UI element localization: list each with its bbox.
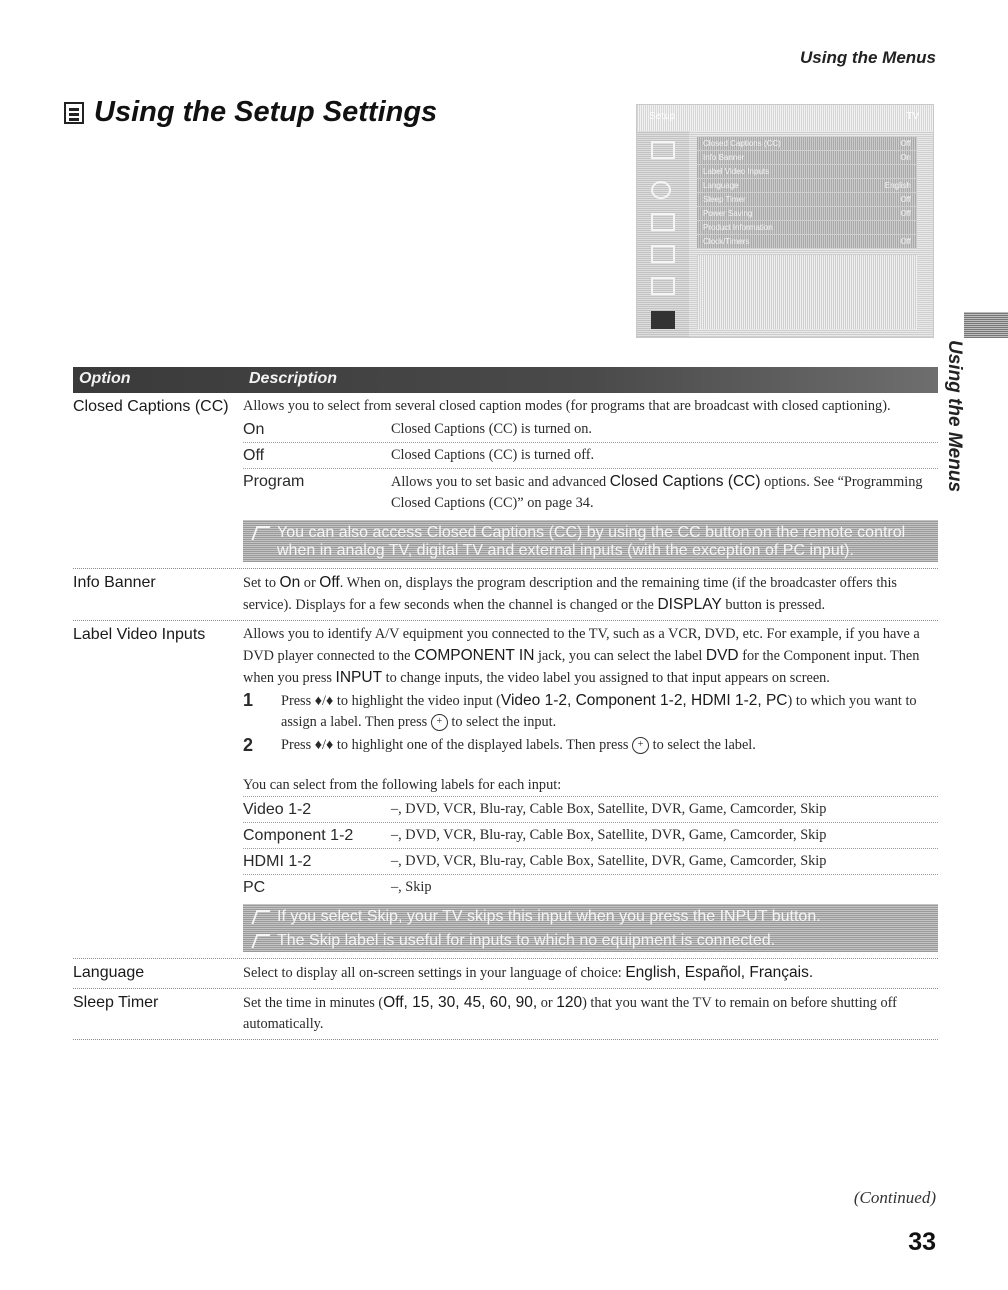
table-row: [73, 569, 938, 621]
table-row: [73, 393, 938, 569]
screen-icon: [651, 213, 675, 231]
running-header: Using the Menus: [799, 48, 936, 67]
picture-icon: [651, 141, 675, 159]
setup-menu-icon: [651, 311, 675, 329]
enter-button-icon: +: [431, 714, 448, 731]
sub-row: Off Closed Captions (CC) is turned off.: [243, 443, 938, 469]
table-row: [73, 959, 938, 989]
table-row: [73, 989, 938, 1040]
option-label: Info Banner: [73, 574, 156, 591]
note-box: The Skip label is useful for inputs to which no equipment is connected.: [243, 928, 938, 952]
menu-tab-tv: TV: [906, 111, 919, 122]
cc-description: Allows you to select from several closed caption modes (for programs that are broadcast with closed captioning).: [243, 398, 891, 414]
page-title-text: Using the Setup Settings: [94, 96, 438, 128]
option-label: Label Video Inputs: [73, 626, 206, 643]
menu-icon-column: [637, 131, 689, 337]
channel-icon: [651, 245, 675, 263]
menu-rows: [697, 137, 917, 249]
note-box: If you select Skip, your TV skips this input when you press the INPUT button.: [243, 904, 938, 928]
step-1: 1 Press ♦/♦ to highlight the video input (Video 1-2, Component 1-2, HDMI 1-2, PC) to which you want to assign a label. Then press + to select the input.: [243, 690, 917, 730]
labels-intro: You can select from the following labels for each input:: [243, 777, 562, 793]
note-icon: [253, 934, 269, 948]
step-2: 2 Press ♦/♦ to highlight one of the displayed labels. Then press + to select the label.: [243, 735, 756, 755]
menu-lower-area: [697, 255, 917, 329]
menu-row: Sleep Timer Off: [697, 193, 917, 206]
menu-row: Label Video Inputs: [697, 165, 917, 178]
side-tab-marker: [964, 312, 1008, 338]
note-icon: [253, 526, 269, 540]
menu-row: Product Information: [697, 221, 917, 234]
sub-row: On Closed Captions (CC) is turned on.: [243, 417, 938, 443]
option-label: Closed Captions (CC): [73, 398, 229, 415]
sub-row: Program Allows you to set basic and advanced Closed Captions (CC) options. See “Programming Closed Captions (CC)” on page 34.: [243, 473, 923, 511]
label-row: Video 1-2 –, DVD, VCR, Blu-ray, Cable Box, Satellite, DVR, Game, Camcorder, Skip: [243, 796, 938, 823]
menu-row: Closed Captions (CC) Off: [697, 137, 917, 150]
page-title: [64, 96, 437, 129]
parental-lock-icon: [651, 277, 675, 295]
menu-row: Clock/Timers Off: [697, 235, 917, 248]
setup-menu-screenshot: [636, 104, 934, 338]
side-tab: Using the Menus: [944, 340, 965, 493]
sound-icon: [651, 181, 671, 199]
header-option: Option: [79, 370, 131, 387]
header-description: Description: [249, 370, 338, 387]
option-description: Set the time in minutes (Off, 15, 30, 45, 60, 90, or 120) that you want the TV to remain on before shutting off automatically.: [243, 994, 897, 1032]
continued-note: (Continued): [853, 1188, 936, 1207]
table-header: [73, 367, 938, 393]
menu-row: Power Saving Off: [697, 207, 917, 220]
enter-button-icon: +: [632, 737, 649, 754]
label-row: Component 1-2 –, DVD, VCR, Blu-ray, Cable Box, Satellite, DVR, Game, Camcorder, Skip: [243, 823, 938, 849]
option-label: Sleep Timer: [73, 994, 159, 1011]
menu-row: Language English: [697, 179, 917, 192]
option-description: Set to On or Off. When on, displays the program description and the remaining time (if the broadcaster offers this service). Displays for a few seconds when the channel is changed or the DISPLAY button is pressed.: [243, 574, 897, 613]
page-number: 33: [908, 1228, 936, 1256]
menu-bar: [637, 105, 933, 131]
option-label: Language: [73, 964, 145, 981]
menu-row: Info Banner On: [697, 151, 917, 164]
note-icon: [253, 910, 269, 924]
note-box: You can also access Closed Captions (CC) by using the CC button on the remote control when in analog TV, digital TV and external inputs (with the exception of PC input).: [243, 520, 938, 562]
label-row: HDMI 1-2 –, DVD, VCR, Blu-ray, Cable Box, Satellite, DVR, Game, Camcorder, Skip: [243, 849, 938, 875]
menu-tab-setup: Setup: [649, 111, 676, 122]
label-row: PC –, Skip: [243, 879, 432, 896]
setup-icon: [64, 102, 84, 124]
options-table: [73, 367, 938, 1040]
option-description: Select to display all on-screen settings in your language of choice: English, Español, Français.: [243, 964, 814, 981]
table-row: [73, 621, 938, 959]
label-inputs-intro: Allows you to identify A/V equipment you connected to the TV, such as a VCR, DVD, etc. For example, if you have a DVD player connected to the COMPONENT IN jack, you can select the label DVD for the Component input. Then when you press INPUT to change inputs, the video label you assigned to that input appears on screen.: [243, 626, 920, 686]
option-description: [243, 624, 938, 954]
option-description: [243, 396, 938, 564]
